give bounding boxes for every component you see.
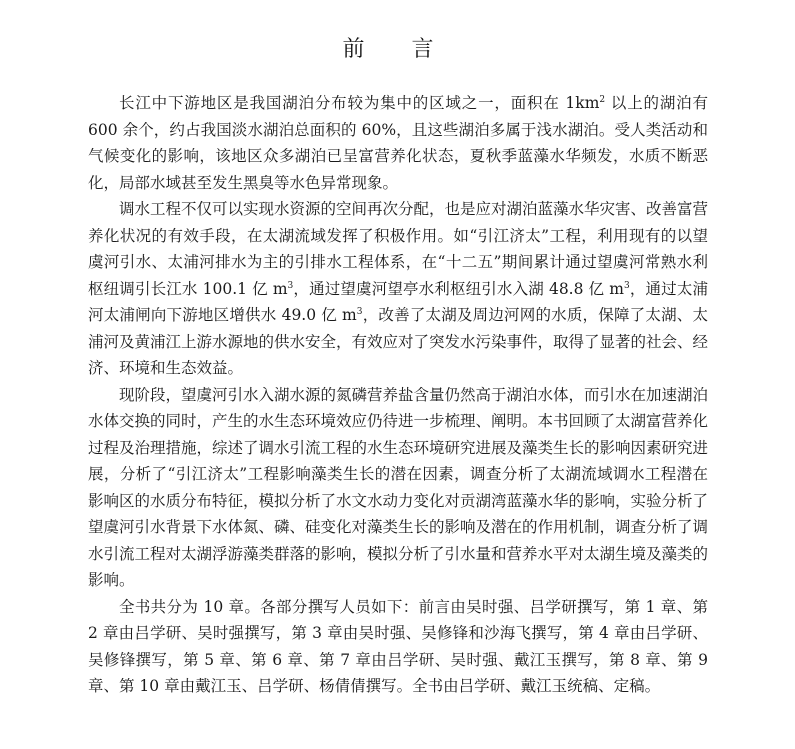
superscript: 3 xyxy=(356,306,363,317)
superscript: 2 xyxy=(599,94,606,105)
paragraph xyxy=(88,90,708,196)
paragraph-text: 调水工程不仅可以实现水资源的空间再次分配，也是应对湖泊蓝藻水华灾害、改善富营养化状况的有效手段，在太湖流域发挥了积极作用。如“引江济太”工程，利用现有的以望虞河引水、太浦河排水为主的引排水工程体系，在“十二五”期间累计通过望虞河常熟水利枢纽调引长江水 100.1 亿 m xyxy=(88,200,709,298)
paragraph xyxy=(88,196,708,382)
paragraph-text: 现阶段，望虞河引水入湖水源的氮磷营养盐含量仍然高于湖泊水体，而引水在加速湖泊水体交换的同时，产生的水生态环境效应仍待进一步梳理、阐明。本书回顾了太湖富营养化过程及治理措施，综述了调水引流工程的水生态环境研究进展及藻类生长的影响因素研究进展，分析了“引江济太”工程影响藻类生长的潜在因素，调查分析了太湖流域调水工程潜在影响区的水质分布特征，模拟分析了水文水动力变化对贡湖湾蓝藻水华的影响，实验分析了望虞河引水背景下水体氮、磷、硅变化对藻类生长的影响及潜在的作用机制，调查分析了调水引流工程对太湖浮游藻类群落的影响，模拟分析了引水量和营养水平对太湖生境及藻类的影响。 xyxy=(88,385,709,589)
paragraph-text: ，改善了太湖及周边河网的水质，保障了太湖、太浦河及黄浦江上游水源地的供水安全，有效应对了突发水污染事件，取得了显著的社会、经济、环境和生态效益。 xyxy=(88,306,709,377)
document-body xyxy=(88,90,708,700)
paragraph xyxy=(88,382,708,594)
paragraph-text: ，通过望虞河望亭水利枢纽引水入湖 48.8 亿 m xyxy=(293,279,624,298)
superscript: 3 xyxy=(623,280,630,291)
paragraph-text: 全书共分为 10 章。各部分撰写人员如下：前言由吴时强、吕学研撰写，第 1 章、第 2 章由吕学研、吴时强撰写，第 3 章由吴时强、吴修锋和沙海飞撰写，第 4 章由吕学研、吴修锋撰写，第 5 章、第 6 章、第 7 章由吕学研、吴时强、戴江玉撰写，第 8 章、第 9 章、第 10 章由戴江玉、吕学研、杨倩倩撰写。全书由吕学研、戴江玉统稿、定稿。 xyxy=(88,597,708,695)
paragraph xyxy=(88,594,708,700)
paragraph-text: 长江中下游地区是我国湖泊分布较为集中的区域之一，面积在 1km xyxy=(119,94,600,112)
paragraph-text: 以上的湖泊有 600 余个，约占我国淡水湖泊总面积的 60%，且这些湖泊多属于浅水湖泊。受人类活动和气候变化的影响，该地区众多湖泊已呈富营养化状态，夏秋季蓝藻水华频发，水质不断恶化，局部水域甚至发生黑臭等水色异常现象。 xyxy=(88,94,708,192)
page-title: 前 言 xyxy=(342,37,454,62)
paragraph-text: ，通过太浦河太浦闸向下游地区增供水 49.0 亿 m xyxy=(88,279,708,324)
superscript: 3 xyxy=(287,280,294,291)
